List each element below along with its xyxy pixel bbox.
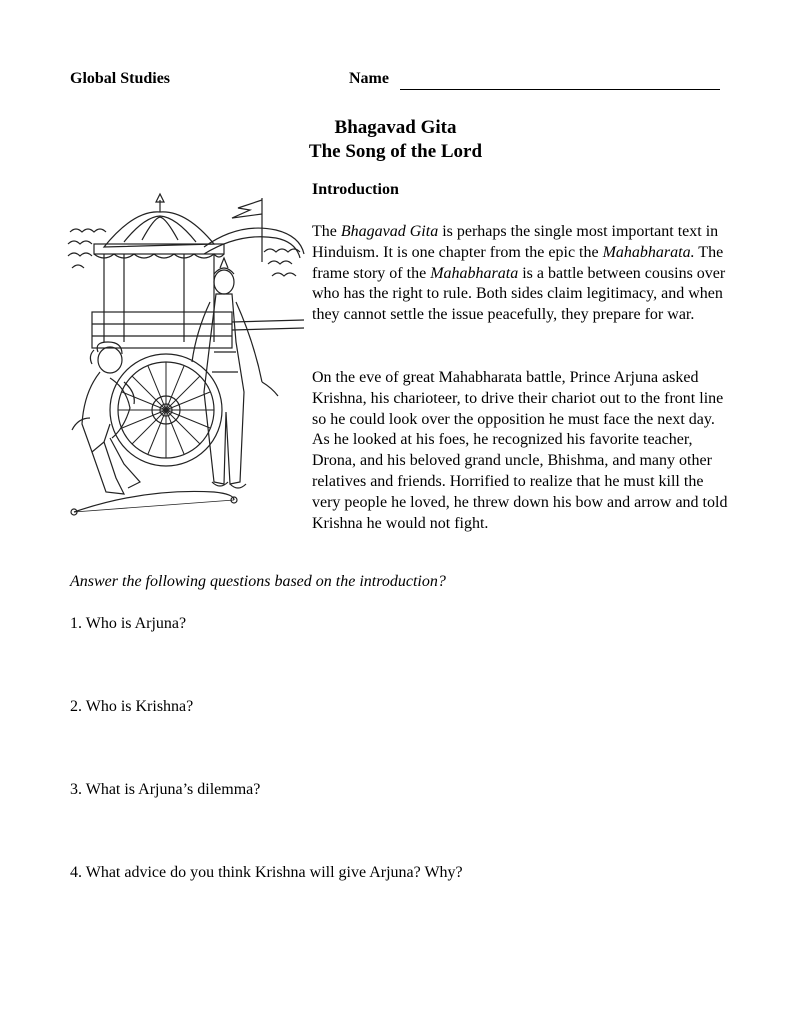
questions-instruction: Answer the following questions based on the introduction? bbox=[70, 573, 446, 590]
para1-emphasis-mahabharata: Mahabharata. bbox=[602, 243, 695, 261]
question-3: 3. What is Arjuna’s dilemma? bbox=[70, 781, 261, 798]
document-subtitle: The Song of the Lord bbox=[308, 141, 483, 162]
para1-emphasis-mahabharata-2: Mahabharata bbox=[430, 264, 519, 282]
para1-emphasis-bhagavad-gita: Bhagavad Gita bbox=[340, 223, 439, 240]
para1-text-2: is perhaps the single most important text in Hinduism. It is one chapter from the epic the bbox=[312, 223, 719, 261]
krishna-arjuna-chariot-illustration bbox=[64, 192, 306, 530]
para2-text: On the eve of great Mahabharata battle, Prince Arjuna asked Krishna, his charioteer, to drive their chariot out to the front line so he could look over the opposition he must face the next day. As he looked at his foes, he recognized his favorite teacher, Drona, and his beloved grand uncle, Bhishma, and many other relatives and friends. Horrified to realize that he must kill the very people he loved, he threw down his bow and arrow and told Krishna he would not fight. bbox=[312, 369, 728, 532]
para1-text-1: The bbox=[312, 223, 341, 240]
name-blank-line[interactable] bbox=[400, 89, 720, 90]
course-label: Global Studies bbox=[70, 70, 171, 87]
name-label: Name bbox=[349, 70, 389, 87]
question-1: 1. Who is Arjuna? bbox=[70, 615, 187, 632]
question-2: 2. Who is Krishna? bbox=[70, 698, 194, 715]
introduction-heading: Introduction bbox=[312, 181, 399, 198]
introduction-paragraph-2 bbox=[312, 368, 732, 534]
question-4: 4. What advice do you think Krishna will give Arjuna? Why? bbox=[70, 864, 463, 881]
introduction-paragraph-1 bbox=[312, 222, 732, 326]
para1-text-4: is a battle between cousins over who has the right to rule. Both sides claim legitimacy, and when they cannot settle the issue peacefully, they prepare for war. bbox=[312, 264, 726, 324]
document-title: Bhagavad Gita bbox=[334, 117, 457, 138]
para1-text-3: The frame story of the bbox=[312, 243, 724, 282]
